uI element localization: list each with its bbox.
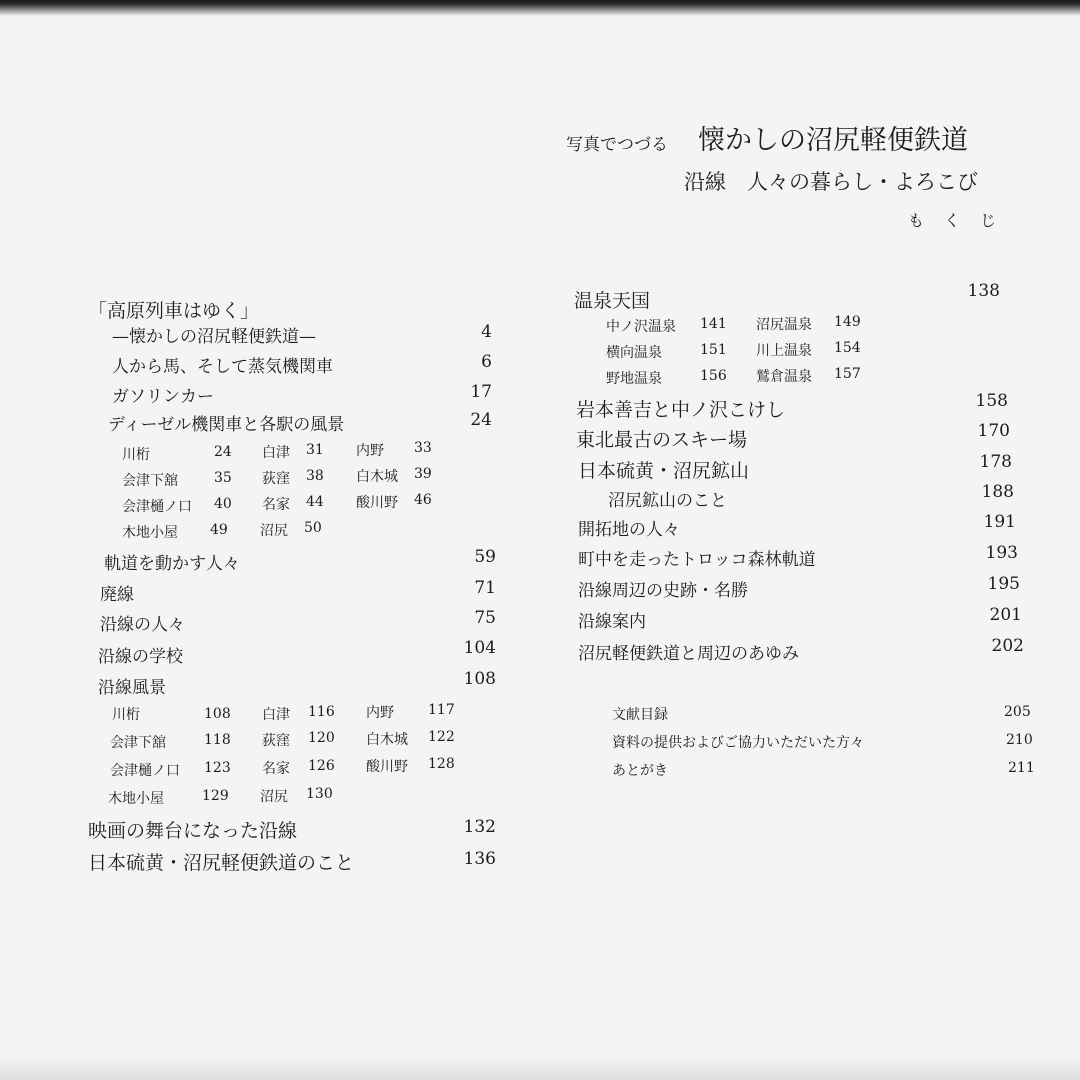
toc-page: 75 [474, 608, 496, 628]
toc-entry-kaitaku: 開拓地の人々 [578, 520, 680, 540]
toc-entry-mine-sub: 沼尻鉱山のこと [608, 491, 727, 511]
station-name: 白木城 [366, 732, 408, 748]
station-name: 木地小屋 [108, 791, 164, 807]
toc-page: 191 [983, 512, 1016, 532]
station-name: 会津下舘 [122, 473, 178, 489]
station-name: 名家 [262, 761, 290, 777]
station-page: 126 [308, 758, 335, 774]
station-page: 117 [428, 702, 455, 718]
toc-entry-annai: 沿線案内 [578, 612, 646, 632]
station-name: 川桁 [112, 707, 140, 723]
station-name: 会津樋ノ口 [122, 499, 192, 515]
toc-page: 170 [977, 421, 1010, 441]
toc-entry-gasoline: ガソリンカー [112, 387, 214, 407]
station-name: 木地小屋 [122, 525, 178, 541]
toc-page: 132 [463, 817, 496, 837]
onsen-page: 149 [834, 314, 861, 330]
station-page: 39 [414, 466, 432, 482]
station-page: 108 [204, 706, 231, 722]
station-page: 120 [308, 730, 335, 746]
toc-page: 4 [481, 322, 492, 342]
station-page: 118 [204, 732, 231, 748]
toc-entry-ski: 東北最古のスキー場 [576, 429, 748, 451]
toc-page: 6 [481, 352, 492, 372]
station-page: 31 [306, 442, 324, 458]
onsen-name: 沼尻温泉 [756, 317, 812, 333]
onsen-page: 141 [700, 316, 727, 332]
onsen-name: 鷲倉温泉 [756, 369, 812, 385]
onsen-name: 中ノ沢温泉 [606, 319, 676, 335]
toc-page: 24 [470, 410, 492, 430]
station-name: 酸川野 [366, 759, 408, 775]
toc-entry-atogaki: あとがき [612, 763, 668, 779]
toc-page: 108 [463, 669, 496, 689]
toc-page: 104 [463, 638, 496, 658]
station-name: 荻窪 [262, 733, 290, 749]
station-page: 123 [204, 760, 231, 776]
station-page: 128 [428, 756, 455, 772]
toc-page: 71 [474, 578, 496, 598]
toc-page: 210 [1006, 732, 1033, 748]
station-name: 川桁 [122, 447, 150, 463]
toc-entry-diesel: ディーゼル機関車と各駅の風景 [108, 415, 345, 435]
toc-entry-sub-title: —懐かしの沼尻軽便鉄道— [112, 327, 316, 347]
title-prefix: 写真でつづる [566, 135, 668, 155]
station-page: 50 [304, 520, 322, 536]
station-name: 内野 [356, 443, 384, 459]
station-page: 35 [214, 470, 232, 486]
station-name: 名家 [262, 497, 290, 513]
toc-page: 188 [981, 482, 1014, 502]
station-page: 130 [306, 786, 333, 802]
station-name: 沼尻 [260, 523, 288, 539]
onsen-name: 横向温泉 [606, 345, 662, 361]
toc-page: 201 [989, 605, 1022, 625]
station-page: 129 [202, 788, 229, 804]
toc-entry-scenery: 沿線風景 [98, 678, 166, 698]
toc-page: 205 [1004, 704, 1031, 720]
station-page: 24 [214, 444, 232, 460]
toc-page: 158 [975, 391, 1008, 411]
toc-entry-film: 映画の舞台になった沿線 [88, 820, 298, 842]
station-page: 49 [210, 522, 228, 538]
toc-entry-people-operate: 軌道を動かす人々 [104, 554, 240, 574]
onsen-name: 川上温泉 [756, 343, 812, 359]
toc-entry-onsen: 温泉天国 [574, 290, 651, 312]
toc-entry-haisen: 廃線 [100, 585, 134, 605]
station-page: 46 [414, 492, 432, 508]
station-name: 会津樋ノ口 [110, 763, 180, 779]
page-bottom-edge [0, 1056, 1080, 1080]
onsen-page: 154 [834, 340, 861, 356]
toc-entry-kogen: 「高原列車はゆく」 [88, 300, 260, 322]
toc-entry-nihon-iou: 日本硫黄・沼尻軽便鉄道のこと [88, 852, 355, 874]
station-name: 白津 [262, 707, 290, 723]
book-title: 懐かしの沼尻軽便鉄道 [698, 125, 968, 156]
station-name: 荻窪 [262, 471, 290, 487]
toc-page: 202 [991, 636, 1024, 656]
station-page: 38 [306, 468, 324, 484]
toc-page: 211 [1008, 760, 1035, 776]
toc-page: 17 [470, 382, 492, 402]
station-page: 40 [214, 496, 232, 512]
toc-entry-shiseki: 沿線周辺の史跡・名勝 [578, 581, 748, 601]
station-name: 沼尻 [260, 789, 288, 805]
onsen-name: 野地温泉 [606, 371, 662, 387]
mokuji-label: もくじ [908, 211, 1017, 230]
station-page: 116 [308, 704, 335, 720]
station-page: 44 [306, 494, 324, 510]
onsen-page: 151 [700, 342, 727, 358]
toc-entry-kokeshi: 岩本善吉と中ノ沢こけし [576, 399, 786, 421]
station-name: 会津下舘 [110, 735, 166, 751]
toc-entry-bunken: 文献目録 [612, 707, 668, 723]
onsen-page: 156 [700, 368, 727, 384]
toc-page: 59 [474, 547, 496, 567]
toc-page: 138 [967, 281, 1000, 301]
page-top-edge [0, 0, 1080, 18]
toc-entry-schools: 沿線の学校 [98, 647, 183, 667]
toc-entry-kyoryoku: 資料の提供およびご協力いただいた方々 [612, 735, 864, 751]
station-name: 酸川野 [356, 495, 398, 511]
toc-entry-mine: 日本硫黄・沼尻鉱山 [578, 460, 750, 482]
station-name: 白津 [262, 445, 290, 461]
toc-entry-steam: 人から馬、そして蒸気機関車 [112, 357, 333, 377]
toc-entry-ensen-people: 沿線の人々 [100, 615, 185, 635]
toc-page: 136 [463, 849, 496, 869]
station-name: 内野 [366, 705, 394, 721]
toc-page: 195 [987, 574, 1020, 594]
toc-page: 193 [985, 543, 1018, 563]
toc-page: 178 [979, 452, 1012, 472]
station-page: 33 [414, 440, 432, 456]
toc-entry-torokko: 町中を走ったトロッコ森林軌道 [578, 550, 816, 570]
onsen-page: 157 [834, 366, 861, 382]
station-page: 122 [428, 729, 455, 745]
toc-entry-ayumi: 沼尻軽便鉄道と周辺のあゆみ [578, 644, 799, 664]
book-subtitle: 沿線 人々の暮らし・よろこび [684, 170, 978, 194]
station-name: 白木城 [356, 469, 398, 485]
